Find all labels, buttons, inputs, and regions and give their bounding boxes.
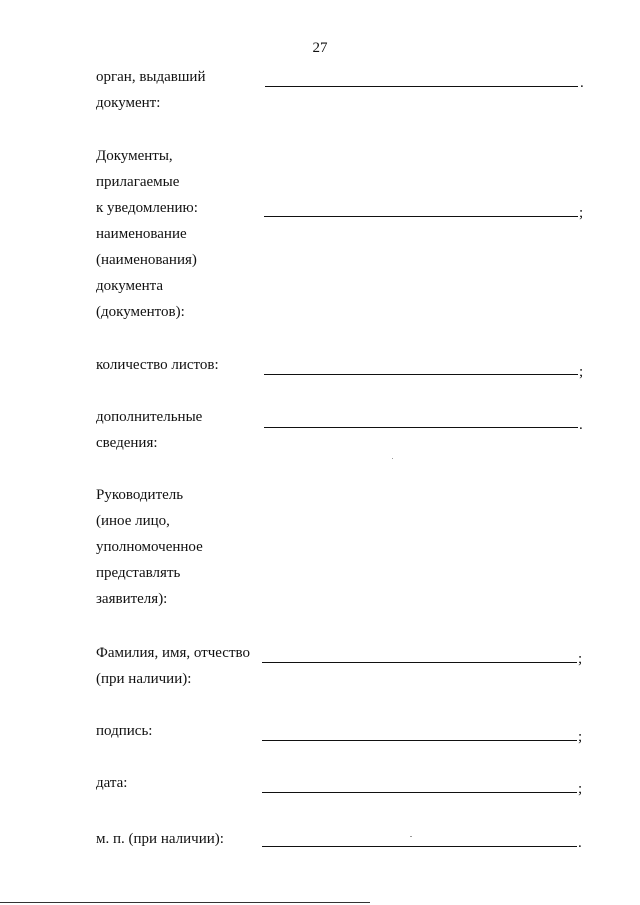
label-line: (наименования) [96, 252, 197, 268]
label-line: (документов): [96, 304, 185, 320]
label-line: м. п. (при наличии): [96, 831, 224, 847]
label-line: (иное лицо, [96, 513, 170, 529]
label-line: наименование [96, 226, 187, 242]
field-label-date [96, 770, 127, 796]
label-line: сведения: [96, 435, 158, 451]
field-punct: ; [578, 781, 583, 797]
field-label-full-name [96, 640, 250, 692]
fill-line-attached-documents[interactable] [264, 216, 578, 217]
field-punct: ; [578, 651, 583, 667]
fill-line-seal[interactable] [262, 846, 577, 847]
field-label-signature [96, 718, 152, 744]
field-label-seal [96, 826, 224, 852]
label-line: Документы, [96, 148, 173, 164]
label-line: дополнительные [96, 409, 203, 425]
field-punct: ; [578, 729, 583, 745]
label-line: уполномоченное [96, 539, 203, 555]
label-line: (при наличии): [96, 671, 192, 687]
scan-speck [392, 458, 393, 459]
fill-line-signature[interactable] [262, 740, 577, 741]
label-line: количество листов: [96, 357, 219, 373]
label-line: прилагаемые [96, 174, 180, 190]
label-line: к уведомлению: [96, 200, 198, 216]
field-punct: . [578, 835, 582, 851]
fill-line-full-name[interactable] [262, 662, 577, 663]
field-label-sheet-count [96, 352, 219, 378]
label-line: Фамилия, имя, отчество [96, 645, 250, 661]
label-line: заявителя): [96, 591, 168, 607]
label-line: документа [96, 278, 164, 294]
field-punct: . [579, 417, 583, 433]
fill-line-sheet-count[interactable] [264, 374, 578, 375]
fill-line-additional-info[interactable] [264, 427, 578, 428]
label-line: Руководитель [96, 487, 184, 503]
field-label-attached-documents [96, 143, 198, 325]
label-line: дата: [96, 775, 128, 791]
field-label-issuing-authority [96, 64, 205, 116]
fill-line-issuing-authority[interactable] [265, 86, 578, 87]
bottom-rule [0, 902, 370, 903]
fill-line-date[interactable] [262, 792, 577, 793]
field-punct: ; [579, 364, 584, 380]
field-label-head [96, 482, 203, 612]
field-punct: ; [579, 205, 584, 221]
scan-speck [410, 836, 412, 837]
label-line: документ: [96, 95, 161, 111]
label-line: представлять [96, 565, 181, 581]
label-line: подпись: [96, 723, 153, 739]
label-line: орган, выдавший [96, 69, 206, 85]
field-punct: . [580, 75, 584, 91]
field-label-additional-info [96, 404, 202, 456]
page-number: 27 [312, 40, 328, 56]
